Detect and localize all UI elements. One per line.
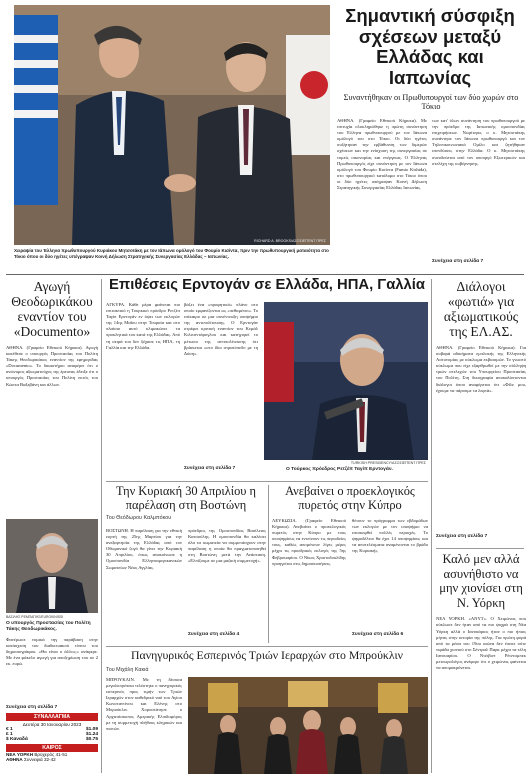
brooklyn-headline: Πανηγυρικός Εσπερινός Τριών Ιεραρχών στο Μπρούκλιν xyxy=(131,649,403,662)
brooklyn-byline: Του Μιχάλη Κακιά xyxy=(106,667,149,674)
exchange-row xyxy=(6,737,98,742)
erdogan-photo xyxy=(264,302,428,460)
top-story-continued: Συνέχεια στη σελίδα 7 xyxy=(432,259,484,264)
exchange-rate: $1.09 xyxy=(85,727,98,732)
exchange-box xyxy=(6,713,98,773)
top-story xyxy=(0,0,530,273)
brooklyn-body: ΜΠΡΟΥΚΛΙΝ. Με τη δέουσα μεγαλοπρέπεια τελέστηκε ο πανηγυρικός εσπερινός προς τιμήν των Τριών Ιεραρχών στον καθεδρικό ναό του Αγίου Κωνσταντίνου και Ελένης στο Μπρούκλιν. Χοροστάτησε ο Αρχιεπίσκοπος Αμερικής Ελπιδοφόρος με τη συμμετοχή πλήθους κληρικών και πιστών. xyxy=(106,677,182,731)
erdogan-body-col2: βάζει ένα «προφητικό» πλάνο στο οποίο εμφανίζονται ως «πεθαμένοι». Το επίκαιρο σε μια συνέντευξη υποψήφιο της αντιπολίτευσης. Ο Ερντογάν στρέφει κριτική εναντίον του Κεμάλ Κιλιτσντάρογλου και κατηγορεί το μέτωπο της αντιπολίτευσης ότι βρίσκεται «στο ίδιο στρατόπεδο με τη Δύση». xyxy=(184,302,258,356)
left-column-story xyxy=(6,279,98,713)
top-story-body-col2: των κατ' όλων συνάντηση του πρωθυπουργού με την πρόεδρο της Ιαπωνικής ομοσπονδίας επιχειρήσεων. Νωρίτερα, ο κ. Μητσοτάκης συνάντησε τον Ιάπωνα πρωθυπουργό και τον Τηλεπικοινωνιακό Ομίλο και ζητήθηκαν επενδύσεις στην Ελλάδα. Ο κ. Μητσοτάκης συνοδεύεται από τον υπουργό Εξωτερικών και στελέχη της κυβέρνησης. xyxy=(432,118,525,166)
top-story-body-col1: ΑΘΗΝΑ. (Γραφείο Εθνικού Κήρυκα). Με επιτυχία ολοκληρώθηκε η πρώτη συνάντηση του Έλληνα πρωθυπουργού με τον Ιάπωνα ομόλογό του στο Τόκιο. Οι δύο ηγέτες συζήτησαν την εμβάθυνση των διμερών σχέσεων και την ενίσχυση της συνεργασίας σε τομείς οικονομίας και ενέργειας. Ο Έλληνας Πρωθυπουργός είχε συνάντηση με τον Ιάπωνα ομόλογό του Φουμίο Κισίντα (Fumio Kishida), στο πρωθυπουργικό κατάλυμα στο Τόκιο όπου οι δύο ηγέτες υπέγραψαν Κοινή Δήλωση Στρατηγικής Συνεργασίας Ελλάδας Ιαπωνίας. xyxy=(337,118,427,191)
weather-title: ΚΑΙΡΟΣ xyxy=(6,744,98,752)
top-story-headline: Σημαντική σύσφιξη σχέσεων μεταξύ Ελλάδας και Ιαπωνίας xyxy=(345,5,515,88)
erdogan-photo-caption: Ο Τούρκος πρόεδρος Ρετζέπ Ταγίπ Ερντογάν. xyxy=(286,467,393,472)
left-story-body: ΑΘΗΝΑ. (Γραφείο Εθνικού Κήρυκα). Αγωγή κατέθεσε ο υπουργός Προστασίας του Πολίτη Τάκης Θεοδωρικάκος εναντίον της εφημερίδας «Documento». Το δικαστήριο αναφέρει ότι ο ανώνυμος αξιωματούχος της έρευνας έδειξε ότι ο υπουργός Προστασίας του Πολίτη εκτός του Κώστα Βαξεβάνη και άλλων. xyxy=(6,345,98,387)
brooklyn-photo xyxy=(188,677,428,774)
top-story-caption: Χειραψία του Έλληνα πρωθυπουργού Κυριάκου Μητσοτάκη με τον Ιάπωνα ομόλογό του Φουμίο Κισίντα, πριν την πρωθυπουργική ματαιότητα στο Τόκιο όπου οι δύο ηγέτες υπέγραψαν Κοινή Δήλωση Στρατηγικής Συνεργασίας Ελλάδας – Ιαπωνίας. xyxy=(14,248,329,259)
boston-body-col2: πρόεδρος της Ομοσπονδίας Βασίλειος Κατσούλης. Η ομοσπονδία θα καλέσει όλα τα σωματεία να συμμετάσχουν στην παρέλαση η οποία θα πραγματοποιηθεί στη Βοστώνη μετά την Ανάσταση. «Ελπίζουμε σε μια μαζική συμμετοχή». xyxy=(188,528,266,564)
right-story-body: ΑΘΗΝΑ. (Γραφείο Εθνικού Κήρυκα). Για σοβαρά αδικήματα εμπλοκής της Ελληνικής Αστυνομίας με κύκλωμα εκβιασμών. Το γνωστό κύκλωμα που είχε εξαρθρωθεί με την σύλληψη τριών στελεχών του Υπουργείου Προστασίας του Πολίτη. Στη δικογραφία αποκαλύπτονται διάλογοι όπου αναφέρεται ότι «Φίλε μου, έχουμε να πάρουμε τα λεφτά». xyxy=(436,345,526,393)
brooklyn-story xyxy=(106,649,428,774)
photo-credit: RICHARD A. BROOKS/ΑΣΟΣΙΕΪΤΕΝΤ ΠΡΕΣ xyxy=(254,239,326,243)
cyprus-headline: Ανεβαίνει ο προεκλογικός πυρετός στην Κύπρο xyxy=(285,484,415,512)
boston-body-col1: ΒΟΣΤΩΝΗ. Η παρέλαση για την εθνική εορτή της 25ης Μαρτίου για την ανεξαρτησία της Ελλάδας από τον Οθωμανικό ζυγό θα γίνει την Κυριακή 30 Απριλίου, όπως ανακοίνωσε η Ομοσπονδία Ελληνοαμερικανικών Σωματείων Νέας Αγγλίας. xyxy=(106,528,182,570)
weather-city: ΝΕΑ ΥΟΡΚΗ xyxy=(6,752,34,757)
cyprus-continued: Συνέχεια στη σελίδα 6 xyxy=(352,632,404,637)
erdogan-continued: Συνέχεια στη σελίδα 7 xyxy=(184,466,236,471)
weather-value: Συννεφιά 32-42 xyxy=(24,757,56,762)
cyprus-body-col1: ΛΕΥΚΩΣΙΑ. (Γραφείο Εθνικού Κήρυκα). Ανεβαίνει ο προεκλογικός πυρετός στην Κύπρο με τους υποψηφίους να εντείνουν τις περιοδείες τους, καθώς απομένουν λίγες μέρες μέχρι τις προεδρικές εκλογές της 5ης Φεβρουαρίου. Ο Νίκος Χριστοδουλίδης προηγείται στις δημοσκοπήσεις. xyxy=(272,518,346,566)
erdogan-headline: Επιθέσεις Ερντογάν σε Ελλάδα, ΗΠΑ, Γαλλία xyxy=(109,278,425,293)
boston-story xyxy=(106,484,266,644)
exchange-currency: $ Καναδά xyxy=(6,737,28,742)
weather-row xyxy=(6,757,98,762)
left-story-headline: Αγωγή Θεοδωρικάκου εναντίον του «Documento» xyxy=(11,279,93,339)
exchange-rate: $1.24 xyxy=(85,732,98,737)
minister-photo-caption: Ο υπουργός Προστασίας του Πολίτη Τάκης Θεοδωρικάκος. xyxy=(6,621,91,633)
weather-value: Βροχερός 41-51 xyxy=(34,752,68,757)
top-story-photo xyxy=(14,5,330,245)
minister-photo-credit: ΒΑΣΙΛΗΣ ΡΕΜΠΑΠΗΣ/EUROKINISSI xyxy=(6,615,64,619)
right-story-headline: Διάλογοι «φωτιά» για αξιωματικούς της ΕΛ.ΑΣ. xyxy=(443,279,519,339)
nyc-story xyxy=(436,552,526,774)
exchange-date: Δευτέρα 30 Ιανουαρίου 2023 xyxy=(22,722,82,727)
minister-portrait-illustration xyxy=(6,519,98,613)
cyprus-story xyxy=(272,484,428,644)
right-story-continued: Συνέχεια στη σελίδα 7 xyxy=(436,534,488,539)
boston-continued: Συνέχεια στη σελίδα 4 xyxy=(188,632,240,637)
exchange-currency: € 1 xyxy=(6,727,13,732)
erdogan-story xyxy=(106,278,428,478)
boston-headline: Την Κυριακή 30 Απριλίου η παρέλαση στη Βοστώνη xyxy=(116,484,256,512)
handshake-photo-illustration xyxy=(14,5,330,245)
church-service-illustration xyxy=(188,677,428,774)
erdogan-photo-credit: TURKISH PRESIDENCY/ΑΣΟΣΙΕΪΤΕΝΤ ΠΡΕΣ xyxy=(350,461,426,465)
nyc-body: ΝΕΑ ΥΟΡΚΗ. «ΑΝΥΤ». Ο Χειμώνας που κύκλωσε δεν ήταν από τα πιο ψυχρά στη Νέα Υόρκη αλλά ο Ιανουάριος ήταν ο πιο ήπιος μήνας στην ιστορία της πόλης. Για πρώτη φορά από τα μέσα του 19ου αιώνα δεν έπεσε ούτε νιφάδα χιονιού στο Σέντραλ Παρκ μέχρι τα τέλη Ιανουαρίου. Ο Ντέιβιντ Ρέιντσμπεκ μετεωρολόγος ανέφερε ότι ο χειμώνας φαίνεται να απομακρύνεται. xyxy=(436,616,526,671)
left-story-body-2: Φανέρωσε νομικά τηγ παράβαση στην κατάσχεση του διαδικτυακού τόπου του δημοσιογράφου. «Θα είναι ο άλλος;» ανάφερε. Με ένα φάκελο αγωγή για αποζημίωση του σε 2 εκ. ευρώ. xyxy=(6,637,98,667)
nyc-headline: Καλό μεν αλλά ασυνήθιστο να μην χιονίσει στη Ν. Υόρκη xyxy=(439,552,523,610)
exchange-currency: £ 1 xyxy=(6,732,13,737)
cyprus-body-col2: θέτουν το πρόγραμμα των εβδομάδων των εκλογών με τον υποψήφιο να επισκεφθεί πολλές περιοχές. Το ψηφοδέλτιο θα έχει 14 υποψηφίους και τα αποτελέσματα αναμένονται το βράδυ της Κυριακής. xyxy=(352,518,428,554)
erdogan-body-col1: ΑΓΚΥΡΑ. Κάθε μέρα φαίνεται πιο επιτακτικό η Τουρκικό πρόεδρο Ρετζέπ Ταγίπ Ερντογάν εν όψει των εκλογών της 14ης Μαΐου στην Τουρκία και στο πλαίσιο αυτό κλιμακώνει τα προκλητικά του κατά της Ελλάδας. Από τη σειρά του δεν ξέχασε τις ΗΠΑ, τη Γαλλία και την Ελλάδα. xyxy=(106,302,180,350)
exchange-rate: $0.75 xyxy=(85,737,98,742)
erdogan-portrait-illustration xyxy=(264,302,428,460)
top-story-subhead: Συναντήθηκαν οι Πρωθυπουργοί των δύο χωρών στο Τόκιο xyxy=(343,93,519,111)
minister-photo xyxy=(6,519,98,613)
weather-city: ΑΘΗΝΑ xyxy=(6,757,23,762)
exchange-title: ΣΥΝΑΛΛΑΓΜΑ xyxy=(6,713,98,721)
boston-byline: Του Θεόδωρου Καλμπόκου xyxy=(106,515,172,521)
right-column-story xyxy=(436,279,526,549)
left-story-continued: Συνέχεια στη σελίδα 7 xyxy=(6,705,58,710)
